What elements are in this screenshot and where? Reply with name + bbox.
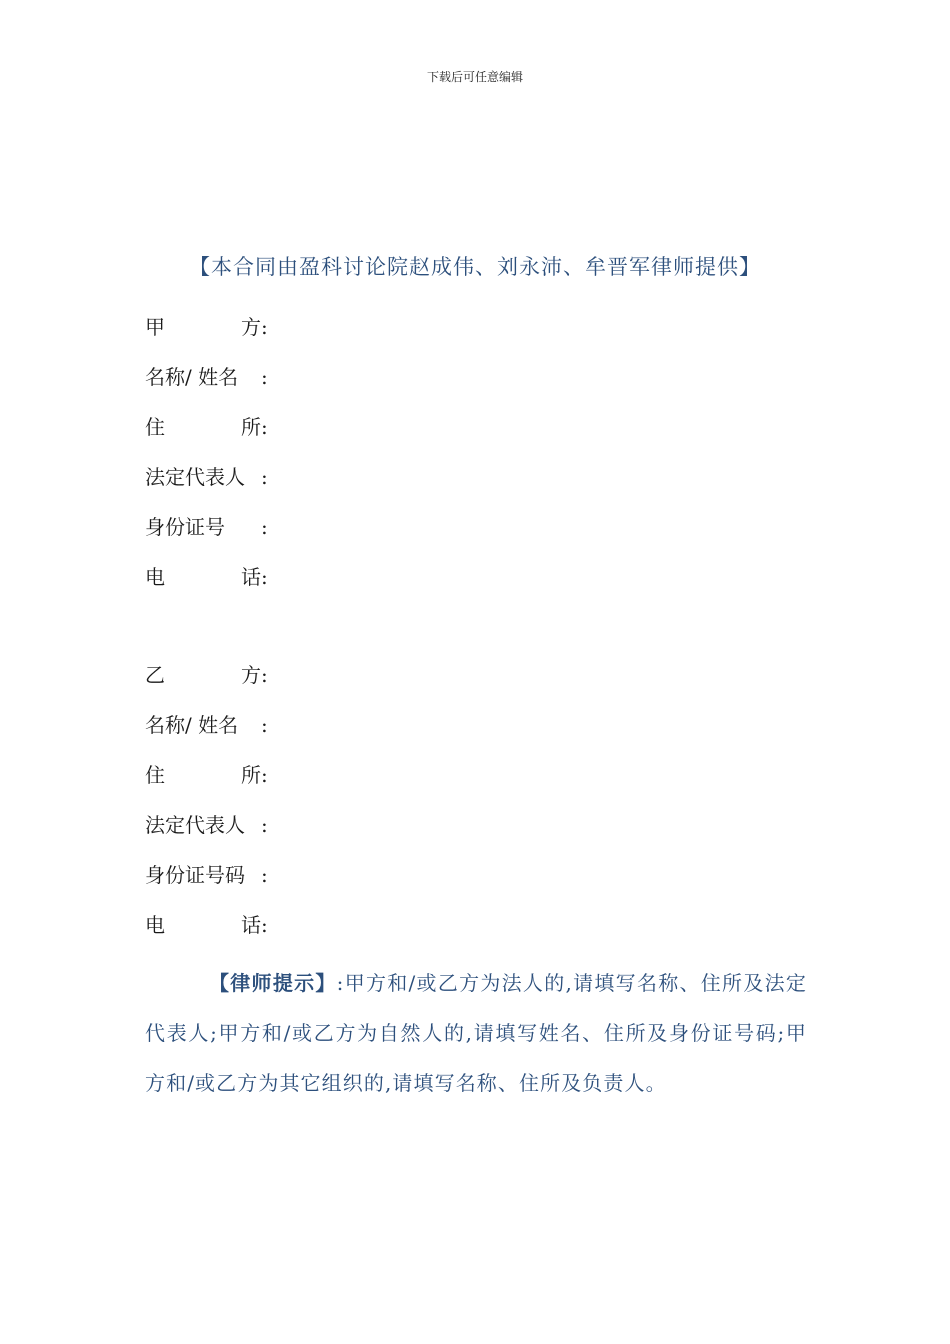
colon: : <box>261 565 268 589</box>
party-b-id-label: 身份证号码 <box>145 863 245 887</box>
colon: : <box>261 713 268 737</box>
party-a-phone-label: 电 话 <box>145 565 261 589</box>
party-b-name-value[interactable] <box>268 711 805 761</box>
party-a-name-row <box>145 363 805 413</box>
lawyer-tip-text: :甲方和/或乙方为法人的,请填写名称、住所及法定代表人;甲方和/或乙方为自然人的,请填写姓名、住所及身份证号码;甲方和/或乙方为其它组织的,请填写名称、住所及负责人。 <box>145 971 807 1095</box>
party-b-address-value[interactable] <box>268 761 805 811</box>
colon: : <box>261 415 268 439</box>
party-b-legal-rep-row <box>145 811 805 861</box>
party-b-legal-rep-label: 法定代表人 <box>145 813 245 837</box>
party-b-name-row <box>145 711 805 761</box>
colon: : <box>261 663 268 687</box>
party-a-name-label: 名称/ 姓名 <box>145 365 239 389</box>
colon: : <box>261 863 268 887</box>
colon: : <box>261 365 268 389</box>
party-b-side-label: 乙 方 <box>145 663 261 687</box>
colon: : <box>261 763 268 787</box>
provider-line: 【本合同由盈科讨论院赵成伟、刘永沛、牟晋军律师提供】 <box>189 255 761 279</box>
party-a-address-value[interactable] <box>268 413 805 463</box>
party-b-name-label: 名称/ 姓名 <box>145 713 239 737</box>
party-a-name-value[interactable] <box>268 363 805 413</box>
lawyer-tip-tag: 【律师提示】 <box>209 971 337 995</box>
party-a-legal-rep-value[interactable] <box>268 463 805 513</box>
party-b-section <box>145 661 805 961</box>
colon: : <box>261 315 268 339</box>
colon: : <box>261 515 268 539</box>
lawyer-tip-paragraph <box>145 958 807 1108</box>
party-b-legal-rep-value[interactable] <box>268 811 805 861</box>
party-a-address-row <box>145 413 805 463</box>
party-a-id-row <box>145 513 805 563</box>
party-a-legal-rep-label: 法定代表人 <box>145 465 245 489</box>
party-b-phone-value[interactable] <box>268 911 805 961</box>
party-b-address-label: 住 所 <box>145 763 261 787</box>
party-a-side-row <box>145 313 805 363</box>
header-note: 下载后可任意编辑 <box>426 70 523 84</box>
party-b-side-value[interactable] <box>268 661 805 711</box>
party-a-legal-rep-row <box>145 463 805 513</box>
party-a-id-value[interactable] <box>268 513 805 563</box>
party-a-address-label: 住 所 <box>145 415 261 439</box>
party-a-side-label: 甲 方 <box>145 315 261 339</box>
party-b-id-row <box>145 861 805 911</box>
party-a-phone-value[interactable] <box>268 563 805 613</box>
party-a-id-label: 身份证号 <box>145 515 225 539</box>
party-a-side-value[interactable] <box>268 313 805 363</box>
colon: : <box>261 465 268 489</box>
party-a-phone-row <box>145 563 805 613</box>
party-b-address-row <box>145 761 805 811</box>
party-b-id-value[interactable] <box>268 861 805 911</box>
party-b-side-row <box>145 661 805 711</box>
colon: : <box>261 913 268 937</box>
party-b-phone-row <box>145 911 805 961</box>
party-a-section <box>145 313 805 613</box>
party-b-phone-label: 电 话 <box>145 913 261 937</box>
colon: : <box>261 813 268 837</box>
